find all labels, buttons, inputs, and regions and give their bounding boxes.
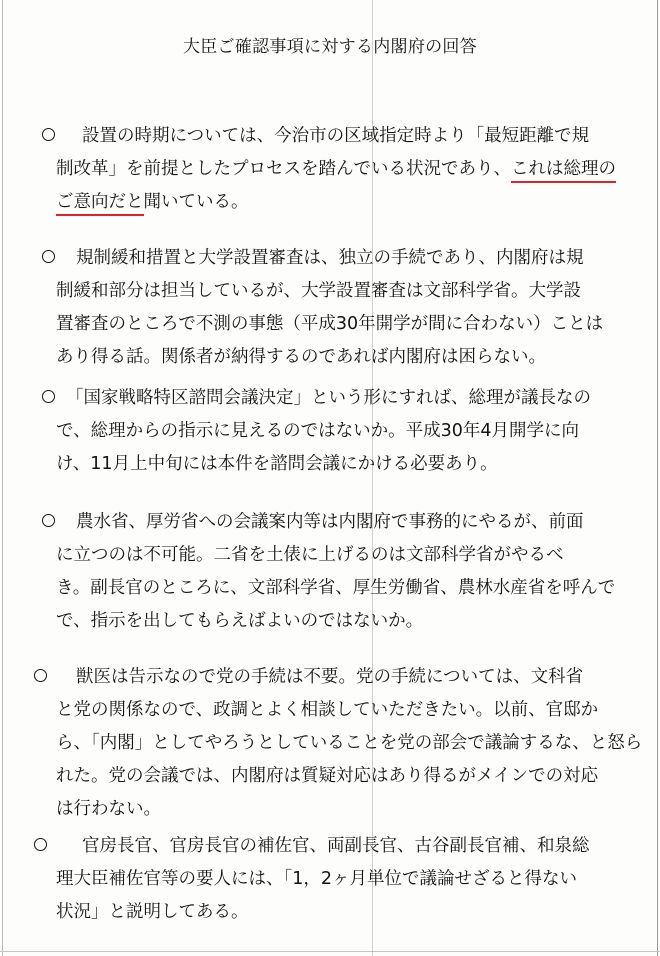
item-line — [42, 186, 612, 219]
item-line: で、指示を出してもらえばよいのではないか。 — [56, 611, 424, 631]
item-line-text: 制改革」を前提としたプロセスを踏んでいる状況であり、 — [56, 159, 511, 179]
item-line: れた。党の会議では、内閣府は質疑対応はあり得るがメインでの対応 — [56, 766, 599, 786]
item-line: 農水省、厚労省への会議案内等は内閣府で事務的にやるが、前面 — [76, 512, 584, 532]
item-line: 制緩和部分は担当しているが、大学設置審査は文部科学省。大学設 — [56, 281, 581, 301]
item-line: き。副長官のところに、文部科学省、厚生労働省、農林水産省を呼んで — [56, 578, 616, 598]
answer-item-4 — [42, 506, 616, 638]
answer-item-3 — [42, 382, 612, 481]
red-underlined-text: これは総理の — [511, 159, 616, 183]
answer-item-5 — [42, 661, 643, 826]
item-line: 官房長官、官房長官の補佐官、両副長官、古谷副長官補、和泉総 — [82, 836, 590, 856]
circle-bullet-icon — [42, 514, 55, 527]
item-line: 獣医は告示なので党の手続は不要。党の手続については、文科省 — [76, 667, 584, 687]
item-line — [42, 153, 616, 186]
circle-bullet-icon — [42, 390, 55, 403]
circle-bullet-icon — [42, 250, 55, 263]
circle-bullet-icon — [42, 128, 55, 141]
scan-edge-bottom — [0, 951, 660, 952]
circle-bullet-icon — [34, 669, 47, 682]
item-line: 状況」と説明してある。 — [56, 902, 249, 922]
answer-item-6 — [42, 830, 612, 929]
scan-edge-right — [657, 0, 658, 956]
answer-item-2 — [42, 242, 612, 374]
item-line: 理大臣補佐官等の要人には、「1，2ヶ月単位で議論せざると得ない — [56, 869, 578, 889]
item-line: 「国家戦略特区諮問会議決定」という形にすれば、総理が議長なの — [66, 388, 591, 408]
scan-edge-left — [2, 0, 3, 956]
circle-bullet-icon — [34, 838, 47, 851]
item-line: と党の関係なので、政調とよく相談していただきたい。以前、官邸か — [56, 700, 599, 720]
document-title: 大臣ご確認事項に対する内閣府の回答 — [182, 37, 478, 57]
answer-item-1 — [42, 120, 616, 219]
item-line: 設置の時期については、今治市の区域指定時より「最短距離で規 — [82, 126, 590, 146]
item-line: に立つのは不可能。二省を土俵に上げるのは文部科学省がやるべ — [56, 545, 564, 565]
item-line: 規制緩和措置と大学設置審査は、独立の手続であり、内閣府は規 — [76, 248, 584, 268]
red-underlined-text: ご意向だと — [56, 192, 144, 216]
item-line: は行わない。 — [56, 799, 161, 819]
item-line: で、総理からの指示に見えるのではないか。平成30年4月開学に向 — [56, 421, 580, 441]
item-line: け、11月上中旬には本件を諮問会議にかける必要あり。 — [56, 454, 498, 474]
item-line: あり得る話。関係者が納得するのであれば内閣府は困らない。 — [56, 347, 546, 367]
item-line: ら、「内閣」としてやろうとしていることを党の部会で議論するな、と怒ら — [56, 733, 643, 753]
item-line-text: 聞いている。 — [143, 192, 249, 212]
item-line: 置審査のところで不測の事態（平成30年開学が間に合わない）ことは — [56, 314, 604, 334]
